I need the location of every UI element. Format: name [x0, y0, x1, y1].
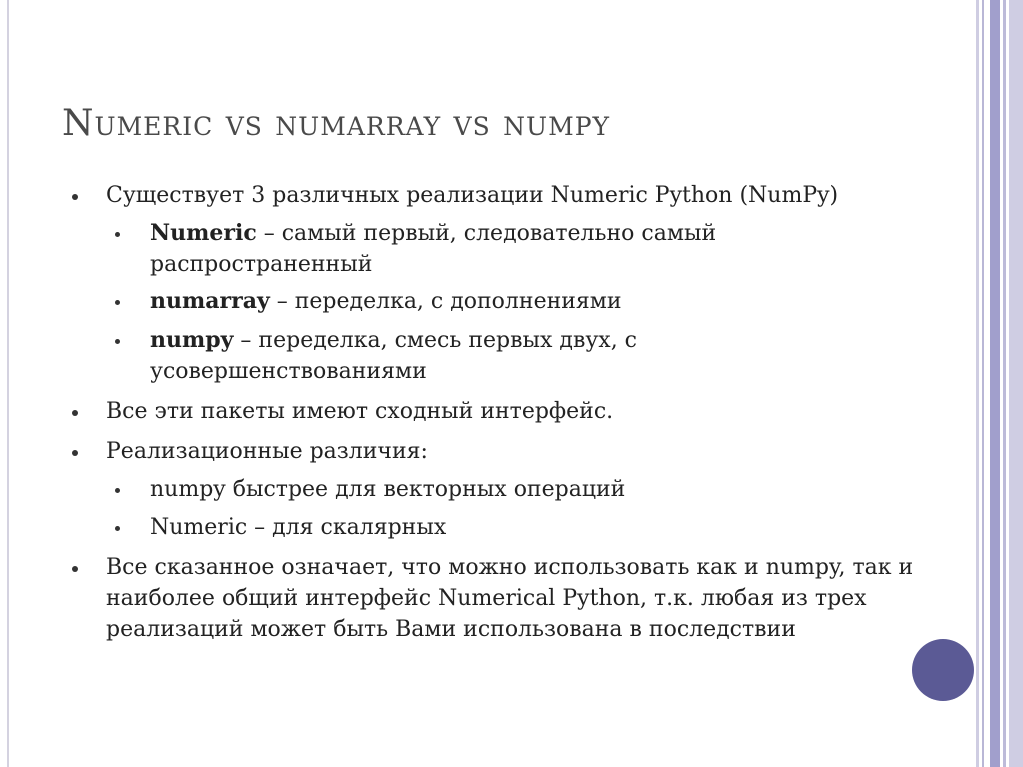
bullet-icon — [72, 194, 78, 200]
bullet-icon — [72, 566, 78, 572]
stripe — [976, 0, 979, 767]
bullet-icon — [115, 300, 120, 305]
bullet-item: Все сказанное означает, что можно использовать как и numpy, так и наиболее общий интерфейс Numerical Python, т.к. любая из трех реализаций может быть Вами использована в последствии — [106, 552, 913, 645]
bullet-icon — [72, 450, 78, 456]
stripe — [982, 0, 984, 767]
stripe — [990, 0, 1000, 767]
stripe — [1009, 0, 1023, 767]
sub-bullet-item: Numeric – для скалярных — [150, 512, 446, 543]
sub-bullet-item: numpy быстрее для векторных операций — [150, 474, 625, 505]
right-decorative-stripes — [976, 0, 1023, 767]
stripe — [1003, 0, 1006, 767]
bullet-icon — [115, 339, 120, 344]
sub-bullet-item: numarray – переделка, с дополнениями — [150, 286, 622, 317]
bullet-icon — [115, 488, 120, 493]
decorative-circle — [912, 639, 974, 701]
bullet-item: Реализационные различия: — [106, 436, 428, 467]
bullet-item: Все эти пакеты имеют сходный интерфейс. — [106, 396, 613, 427]
bullet-icon — [72, 410, 78, 416]
bullet-icon — [115, 232, 120, 237]
slide-title: Numeric vs numarray vs numpy — [62, 103, 611, 144]
sub-bullet-item: numpy – переделка, смесь первых двух, с усовершенствованиями — [150, 325, 637, 387]
bullet-item: Существует 3 различных реализации Numeric Python (NumPy) — [106, 180, 838, 211]
bullet-icon — [115, 526, 120, 531]
sub-bullet-item: Numeric – самый первый, следовательно самый распространенный — [150, 218, 716, 280]
left-frame-line — [7, 0, 9, 767]
